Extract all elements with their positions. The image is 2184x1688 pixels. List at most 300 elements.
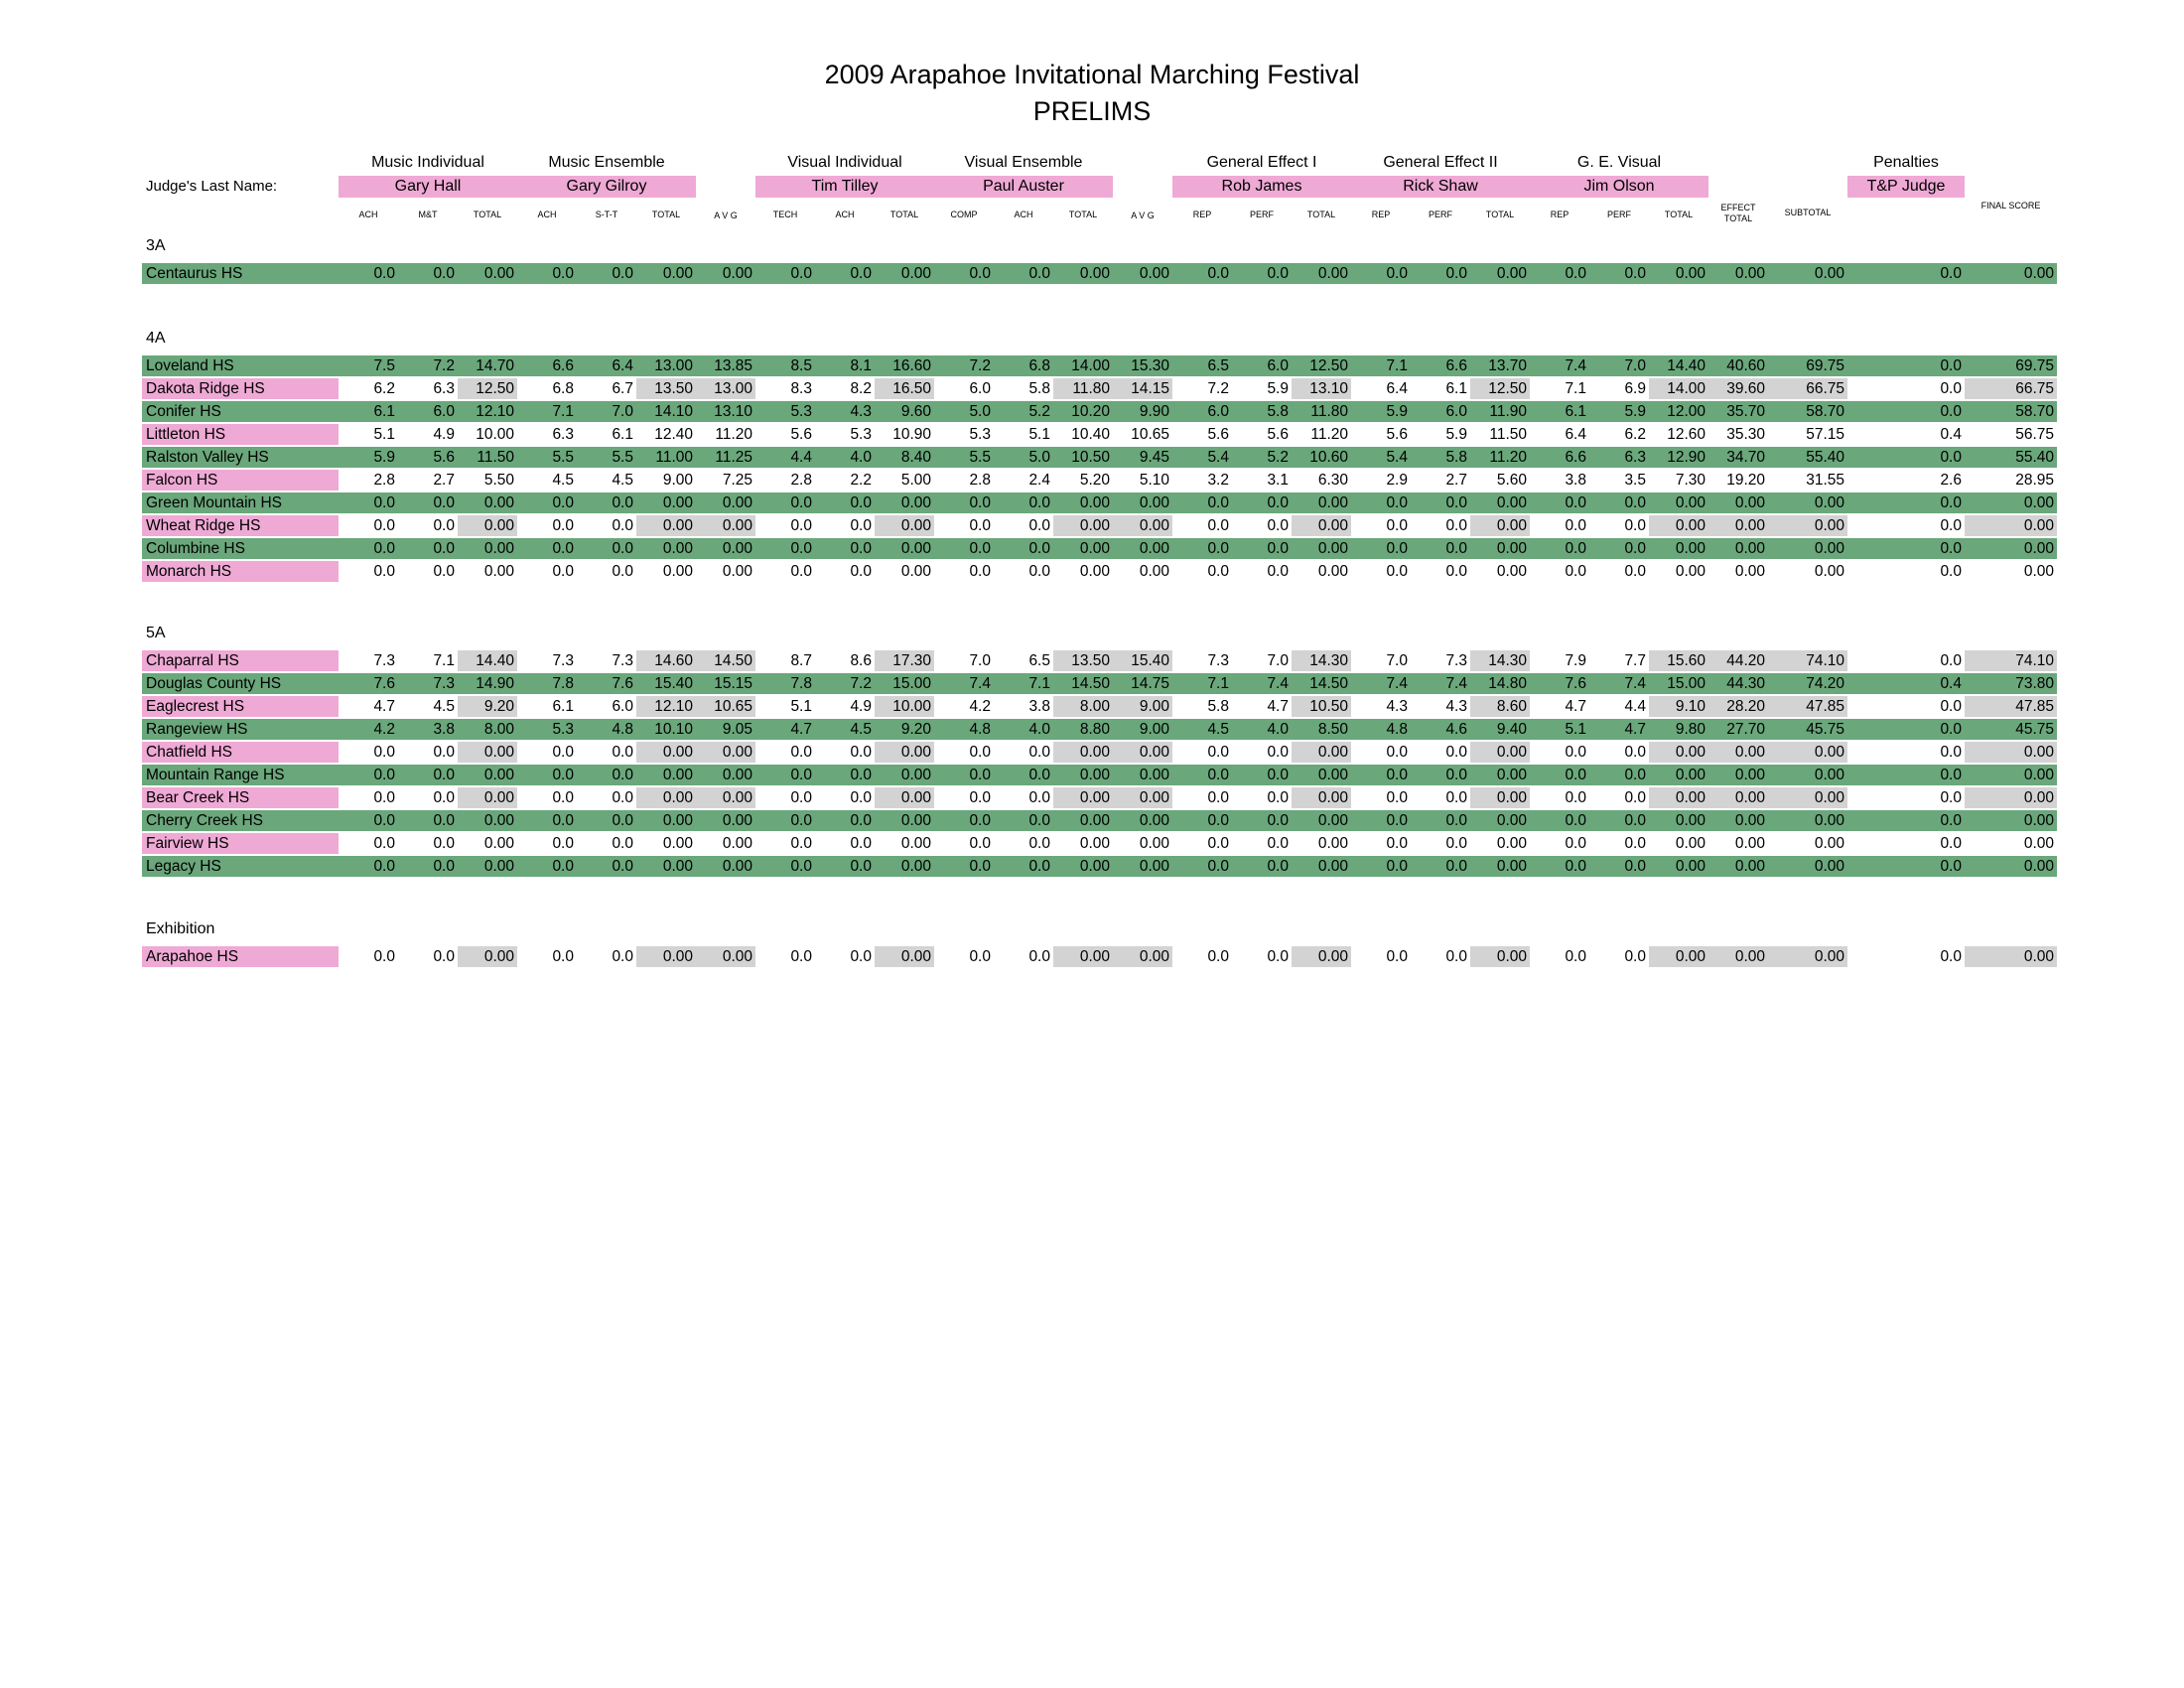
score-cell: 0.0 [1445,812,1467,829]
score-cell: 6.0 [1267,357,1289,374]
score-cell: 0.0 [1445,767,1467,783]
score-cell: 0.00 [696,515,755,536]
table-row [142,492,2057,513]
column-header-label: ACH [537,210,557,219]
score-cell: 8.5 [790,357,812,374]
score-cell: 5.1 [373,426,395,443]
score-cell: 0.00 [1768,742,1847,763]
score-cell: 0.0 [1940,744,1962,761]
score-cell: 8.1 [850,357,872,374]
score-cell: 14.75 [1131,675,1169,692]
score-cell: 4.9 [850,698,872,715]
score-cell: 0.00 [1139,563,1169,580]
judge-name: Gary Hall [339,176,517,198]
score-cell: 0.0 [1207,563,1229,580]
score-cell: 7.4 [1386,675,1408,692]
score-cell: 5.5 [969,449,991,466]
score-cell: 0.0 [1565,835,1586,852]
score-cell: 0.0 [969,563,991,580]
score-cell: 73.80 [2015,675,2054,692]
score-cell: 9.20 [900,721,931,738]
column-header-label: TOTAL [1068,210,1098,219]
score-cell: 0.0 [1028,540,1050,557]
score-cell: 6.6 [1565,449,1586,466]
score-cell: 0.0 [1940,540,1962,557]
score-cell: 4.5 [433,698,455,715]
score-cell: 4.5 [612,472,633,489]
score-cell: 0.00 [1139,812,1169,829]
score-cell: 5.3 [850,426,872,443]
score-cell: 0.0 [1028,789,1050,806]
score-cell: 31.55 [1806,472,1844,489]
score-cell: 0.00 [1649,946,1708,967]
score-cell: 0.0 [1565,494,1586,511]
column-header-label: TOTAL [651,210,681,219]
score-cell: 0.0 [373,494,395,511]
column-header-label: TOTAL [473,210,502,219]
score-cell: 0.0 [612,858,633,875]
score-cell: 9.60 [900,403,931,420]
score-cell: 0.0 [850,517,872,534]
score-cell: 0.0 [1028,812,1050,829]
score-cell: 44.20 [1708,650,1768,671]
score-cell: 5.8 [1445,449,1467,466]
score-cell: 5.9 [373,449,395,466]
score-cell: 4.5 [552,472,574,489]
score-cell: 14.00 [1649,378,1708,399]
score-cell: 0.00 [1814,858,1844,875]
score-cell: 0.00 [1317,835,1348,852]
score-cell: 8.6 [850,652,872,669]
score-cell: 0.00 [1675,494,1706,511]
score-cell: 5.3 [552,721,574,738]
score-cell: 0.00 [636,515,696,536]
category-label: General Effect I [1206,154,1317,171]
score-cell: 0.00 [1079,767,1110,783]
score-cell: 0.0 [433,858,455,875]
score-cell: 0.00 [1814,563,1844,580]
score-cell: 0.00 [483,835,514,852]
table-row [142,719,2057,740]
score-cell: 5.60 [1496,472,1527,489]
score-cell: 0.00 [722,767,752,783]
score-cell: 0.0 [552,494,574,511]
table-row [142,263,2057,284]
judge-name: Rick Shaw [1351,176,1530,198]
table-row [142,946,2057,967]
score-cell: 0.0 [1624,563,1646,580]
category-label: Penalties [1873,154,1939,171]
score-cell: 0.0 [1565,948,1586,965]
school-name: Monarch HS [142,561,339,582]
score-cell: 0.0 [790,948,812,965]
score-cell: 0.0 [1207,767,1229,783]
score-cell: 34.70 [1726,449,1765,466]
score-cell: 15.00 [1667,675,1706,692]
score-cell: 0.0 [612,948,633,965]
score-cell: 0.00 [1317,494,1348,511]
score-cell: 7.6 [612,675,633,692]
score-cell: 5.9 [1624,403,1646,420]
score-cell: 0.0 [1565,789,1586,806]
section-heading: Exhibition [146,920,215,937]
score-cell: 0.0 [1565,812,1586,829]
score-cell: 0.0 [850,858,872,875]
score-cell: 0.0 [1028,517,1050,534]
table-row [142,447,2057,468]
score-cell: 0.00 [875,946,934,967]
score-cell: 0.00 [483,540,514,557]
score-cell: 0.0 [1028,835,1050,852]
score-cell: 9.40 [1496,721,1527,738]
score-cell: 7.0 [969,652,991,669]
score-cell: 0.00 [1113,742,1172,763]
score-cell: 0.0 [790,517,812,534]
score-cell: 0.00 [696,946,755,967]
score-cell: 16.60 [892,357,931,374]
score-cell: 0.0 [790,563,812,580]
score-cell: 0.00 [483,858,514,875]
score-cell: 0.00 [1675,563,1706,580]
score-cell: 0.00 [2023,767,2054,783]
score-cell: 10.40 [1071,426,1110,443]
column-header-label: ACH [1014,210,1033,219]
score-cell: 0.0 [790,812,812,829]
score-cell: 7.6 [1565,675,1586,692]
score-cell: 0.0 [790,265,812,282]
school-name: Douglas County HS [146,675,282,692]
score-cell: 0.00 [1965,515,2057,536]
score-cell: 7.4 [1565,357,1586,374]
score-cell: 0.0 [969,835,991,852]
score-cell: 14.50 [1071,675,1110,692]
score-cell: 0.0 [552,265,574,282]
score-cell: 0.00 [1675,858,1706,875]
score-cell: 4.7 [1267,698,1289,715]
section-heading: 5A [146,625,166,641]
score-cell: 0.0 [373,540,395,557]
judge-name: Rob James [1172,176,1351,198]
school-name: Wheat Ridge HS [142,515,339,536]
score-cell: 8.3 [790,380,812,397]
score-cell: 0.0 [1386,494,1408,511]
score-cell: 7.1 [1207,675,1229,692]
score-cell: 0.00 [662,812,693,829]
column-header-label: PERF [1428,210,1452,219]
score-cell: 0.0 [1445,540,1467,557]
school-name: Conifer HS [146,403,221,420]
score-cell: 0.4 [1940,675,1962,692]
school-name: Bear Creek HS [142,787,339,808]
score-cell: 0.00 [1675,265,1706,282]
score-cell: 6.9 [1624,380,1646,397]
score-cell: 0.00 [1317,812,1348,829]
score-cell: 5.9 [1267,380,1289,397]
score-cell: 0.00 [1814,494,1844,511]
score-cell: 7.9 [1565,652,1586,669]
score-cell: 0.0 [1624,494,1646,511]
score-cell: 0.00 [722,494,752,511]
score-cell: 69.75 [1806,357,1844,374]
score-cell: 0.00 [1113,787,1172,808]
score-cell: 7.0 [1267,652,1289,669]
score-cell: 0.00 [458,787,517,808]
score-cell: 0.0 [552,858,574,875]
score-cell: 12.50 [1470,378,1530,399]
score-cell: 5.6 [433,449,455,466]
score-cell: 0.00 [900,563,931,580]
score-cell: 0.0 [1445,835,1467,852]
score-cell: 0.00 [483,812,514,829]
school-name: Littleton HS [142,424,339,445]
school-name: Mountain Range HS [146,767,285,783]
score-cell: 0.00 [1317,767,1348,783]
score-cell: 13.10 [714,403,752,420]
score-cell: 0.00 [1317,265,1348,282]
school-name: Ralston Valley HS [146,449,269,466]
score-cell: 13.50 [636,378,696,399]
score-cell: 0.0 [1624,767,1646,783]
score-cell: 9.00 [1139,721,1169,738]
score-cell: 14.50 [696,650,755,671]
score-cell: 47.85 [1768,696,1847,717]
score-cell: 0.0 [433,812,455,829]
score-cell: 0.0 [1940,517,1962,534]
score-cell: 4.3 [1445,698,1467,715]
score-cell: 0.0 [969,540,991,557]
score-cell: 0.0 [1386,767,1408,783]
score-cell: 0.00 [1079,540,1110,557]
score-cell: 5.00 [900,472,931,489]
column-header-label: M&T [418,210,438,219]
score-cell: 58.70 [2015,403,2054,420]
score-cell: 0.0 [969,517,991,534]
score-cell: 4.7 [790,721,812,738]
score-cell: 3.2 [1207,472,1229,489]
score-cell: 0.0 [612,563,633,580]
score-cell: 5.50 [483,472,514,489]
score-cell: 0.0 [1386,540,1408,557]
score-cell: 0.0 [1624,517,1646,534]
score-cell: 0.0 [969,812,991,829]
column-header-label: SUBTOTAL [1784,208,1832,217]
score-cell: 0.0 [373,789,395,806]
table-row [142,650,2057,671]
score-cell: 5.20 [1079,472,1110,489]
score-cell: 0.0 [373,767,395,783]
score-cell: 7.1 [552,403,574,420]
table-row [142,810,2057,831]
score-cell: 0.00 [1708,515,1768,536]
score-cell: 14.00 [1071,357,1110,374]
score-cell: 7.0 [1624,357,1646,374]
score-cell: 0.0 [1207,858,1229,875]
score-cell: 66.75 [1965,378,2057,399]
category-label: G. E. Visual [1576,154,1662,171]
table-row [142,401,2057,422]
score-cell: 6.4 [1386,380,1408,397]
score-cell: 4.8 [1386,721,1408,738]
score-cell: 0.0 [1386,948,1408,965]
score-cell: 14.90 [476,675,514,692]
score-cell: 0.0 [790,744,812,761]
school-name: Legacy HS [146,858,221,875]
score-cell: 0.0 [790,789,812,806]
school-name: Centaurus HS [146,265,243,282]
score-cell: 0.0 [373,563,395,580]
score-cell: 0.00 [900,767,931,783]
score-cell: 7.7 [1624,652,1646,669]
score-cell: 7.3 [552,652,574,669]
column-header-label: PERF [1249,210,1274,219]
judge-name: Paul Auster [934,176,1113,198]
section-heading: 3A [146,237,166,254]
score-cell: 0.0 [790,540,812,557]
score-cell: 0.0 [612,540,633,557]
score-cell: 7.1 [1386,357,1408,374]
score-cell: 0.00 [1139,835,1169,852]
score-cell: 0.0 [612,494,633,511]
score-cell: 0.00 [1965,742,2057,763]
score-cell: 0.00 [1292,742,1351,763]
score-cell: 28.20 [1708,696,1768,717]
score-cell: 0.00 [1113,515,1172,536]
table-row [142,355,2057,376]
score-cell: 0.0 [1207,494,1229,511]
score-cell: 4.5 [1207,721,1229,738]
score-cell: 0.00 [722,858,752,875]
score-cell: 0.0 [612,835,633,852]
table-row [142,833,2057,854]
score-cell: 0.00 [1470,787,1530,808]
score-cell: 0.0 [552,540,574,557]
score-cell: 0.00 [636,946,696,967]
score-cell: 5.0 [969,403,991,420]
score-cell: 0.0 [433,265,455,282]
score-cell: 0.00 [900,540,931,557]
score-cell: 0.0 [612,517,633,534]
score-cell: 14.40 [1667,357,1706,374]
score-cell: 0.0 [969,767,991,783]
score-cell: 0.00 [900,494,931,511]
score-cell: 7.1 [1028,675,1050,692]
judge-name: Gary Gilroy [517,176,696,198]
score-cell: 0.00 [1768,946,1847,967]
score-cell: 35.30 [1726,426,1765,443]
score-cell: 0.0 [1028,744,1050,761]
score-cell: 15.15 [714,675,752,692]
judge-label: Judge's Last Name: [146,178,278,195]
judge-name: Jim Olson [1530,176,1708,198]
score-cell: 4.8 [612,721,633,738]
score-cell: 0.0 [790,494,812,511]
table-row [142,742,2057,763]
column-header-label: TOTAL [1664,210,1694,219]
score-cell: 4.3 [1386,698,1408,715]
score-cell: 0.00 [1079,563,1110,580]
score-cell: 9.90 [1139,403,1169,420]
score-cell: 7.25 [722,472,752,489]
score-cell: 5.10 [1139,472,1169,489]
score-cell: 7.8 [552,675,574,692]
score-cell: 14.30 [1292,650,1351,671]
score-cell: 45.75 [2015,721,2054,738]
score-cell: 0.0 [612,767,633,783]
score-cell: 4.2 [373,721,395,738]
score-cell: 0.00 [1470,946,1530,967]
score-cell: 0.0 [1565,517,1586,534]
score-cell: 0.00 [1675,812,1706,829]
score-cell: 0.00 [1708,946,1768,967]
score-cell: 14.50 [1309,675,1348,692]
score-cell: 7.3 [433,675,455,692]
score-cell: 0.0 [1940,835,1962,852]
score-cell: 13.10 [1292,378,1351,399]
score-cell: 0.0 [1028,265,1050,282]
score-cell: 39.60 [1708,378,1768,399]
school-name: Rangeview HS [146,721,248,738]
score-cell: 0.0 [969,789,991,806]
category-label: Visual Ensemble [964,154,1083,171]
score-cell: 0.00 [1496,767,1527,783]
score-cell: 0.0 [850,540,872,557]
table-row [142,538,2057,559]
score-cell: 3.8 [433,721,455,738]
score-cell: 15.30 [1131,357,1169,374]
score-cell: 0.00 [1675,540,1706,557]
score-cell: 0.0 [1267,494,1289,511]
score-cell: 0.00 [1734,812,1765,829]
score-cell: 0.00 [1814,265,1844,282]
score-cell: 0.00 [1079,835,1110,852]
score-cell: 0.0 [373,812,395,829]
score-cell: 0.00 [636,787,696,808]
score-cell: 12.50 [458,378,517,399]
school-name: Eaglecrest HS [142,696,339,717]
column-header-label: A V G [714,211,738,220]
score-cell: 5.3 [790,403,812,420]
score-cell: 0.0 [1624,948,1646,965]
column-header-label: TOTAL [889,210,919,219]
score-cell: 3.8 [1028,698,1050,715]
table-row [142,765,2057,785]
score-cell: 5.0 [1028,449,1050,466]
score-cell: 0.0 [850,744,872,761]
score-cell: 7.4 [1267,675,1289,692]
score-cell: 0.0 [1624,744,1646,761]
score-cell: 0.00 [1649,787,1708,808]
score-cell: 13.70 [1488,357,1527,374]
score-cell: 7.1 [433,652,455,669]
score-cell: 0.00 [1496,835,1527,852]
category-label: Music Individual [371,154,484,171]
score-cell: 5.6 [790,426,812,443]
score-cell: 0.0 [433,948,455,965]
score-cell: 0.00 [2023,563,2054,580]
score-cell: 0.0 [1940,812,1962,829]
score-cell: 0.00 [1734,858,1765,875]
score-cell: 8.60 [1470,696,1530,717]
score-cell: 5.8 [1207,698,1229,715]
school-name: Loveland HS [146,357,234,374]
score-cell: 12.50 [1309,357,1348,374]
score-cell: 5.6 [1207,426,1229,443]
table-row [142,515,2057,536]
score-cell: 13.85 [714,357,752,374]
score-cell: 14.30 [1470,650,1530,671]
score-cell: 4.6 [1445,721,1467,738]
score-cell: 0.0 [850,789,872,806]
